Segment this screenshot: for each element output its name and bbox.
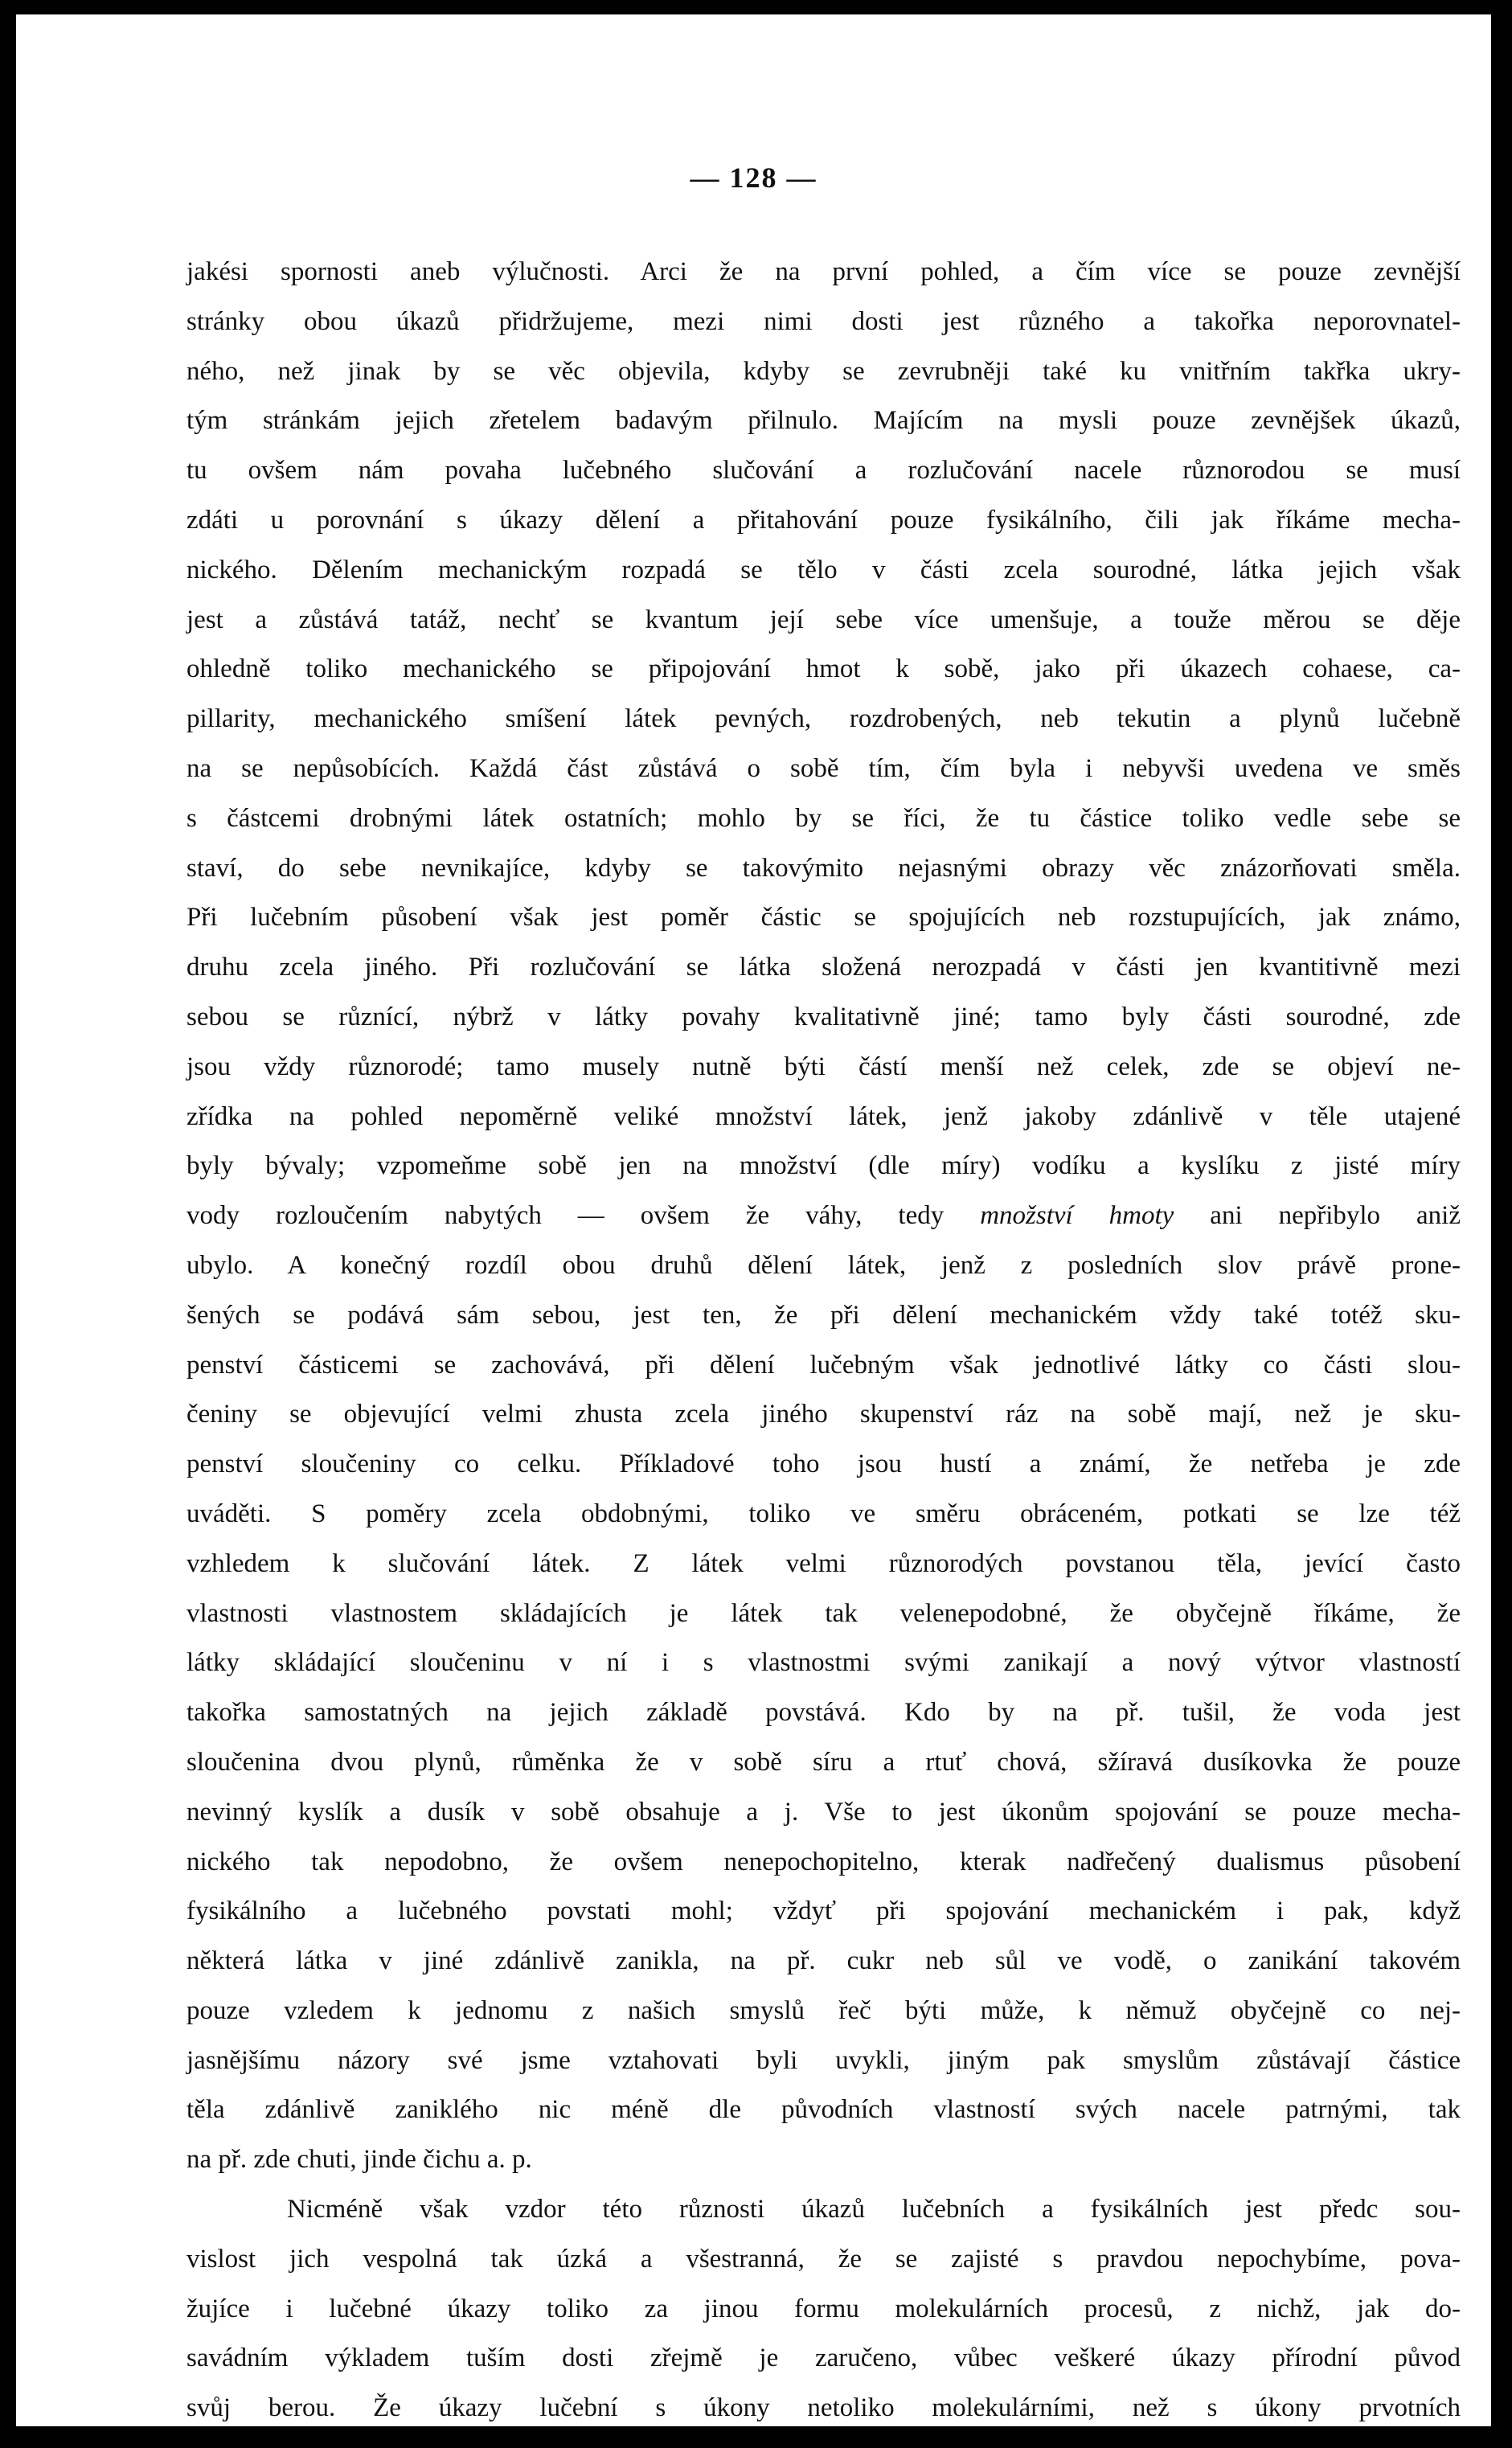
- text-line: Při lučebním působení však jest poměr částic se spojujících neb rozstupujících, jak známo,: [186, 903, 1461, 933]
- text-line: fysikálního a lučebného povstati mohl; vždyť při spojování mechanickém i pak, když: [186, 1896, 1461, 1926]
- text-line: druhu zcela jiného. Při rozlučování se látka složená nerozpadá v části jen kvantitivně mezi: [186, 953, 1461, 982]
- book-page: [16, 14, 1491, 2426]
- text-line: vislost jich vespolná tak úzká a všestranná, že se zajisté s pravdou nepochybíme, pova-: [186, 2244, 1461, 2274]
- text-line: [186, 1191, 1461, 1241]
- text-line: stránky obou úkazů přidržujeme, mezi nimi dosti jest různého a takořka neporovnatel-: [186, 306, 1461, 336]
- text-line: některá látka v jiné zdánlivě zanikla, na př. cukr neb sůl ve vodě, o zanikání takovém: [186, 1946, 1461, 1976]
- text-line: tu ovšem nám povaha lučebného slučování a rozlučování nacele různorodou se musí: [186, 456, 1461, 486]
- text-line: savádním výkladem tuším dosti zřejmě je zaručeno, vůbec veškeré úkazy přírodní původ: [186, 2343, 1461, 2373]
- text-line: takořka samostatných na jejich základě povstává. Kdo by na př. tušil, že voda jest: [186, 1698, 1461, 1728]
- text-line: ohledně toliko mechanického se připojování hmot k sobě, jako při úkazech cohaese, ca-: [186, 654, 1461, 684]
- text-line: těla zdánlivě zaniklého nic méně dle původních vlastností svých nacele patrnými, tak: [186, 2095, 1461, 2125]
- text-line: svůj berou. Že úkazy lučební s úkony netoliko molekulárními, než s úkony prvotních: [186, 2393, 1461, 2423]
- text-line: pillarity, mechanického smíšení látek pevných, rozdrobených, neb tekutin a plynů lučebně: [186, 704, 1461, 734]
- text-line: zdáti u porovnání s úkazy dělení a přitahování pouze fysikálního, čili jak říkáme mecha-: [186, 505, 1461, 535]
- text-segment: vody rozloučením nabytých — ovšem že váhy, tedy: [186, 1201, 981, 1231]
- text-line: ného, než jinak by se věc objevila, kdyby se zevrubněji také ku vnitřním takřka ukry-: [186, 356, 1461, 386]
- text-segment: ani nepřibylo aniž: [1174, 1201, 1461, 1231]
- text-line: tým stránkám jejich zřetelem badavým přilnulo. Majícím na mysli pouze zevnějšek úkazů,: [186, 406, 1461, 436]
- text-line: vzhledem k slučování látek. Z látek velmi různorodých povstanou těla, jevící často: [186, 1548, 1461, 1578]
- text-line: nického. Dělením mechanickým rozpadá se tělo v části zcela sourodné, látka jejich však: [186, 555, 1461, 584]
- text-line: penství sloučeniny co celku. Příkladové toho jsou hustí a známí, že netřeba je zde: [186, 1450, 1461, 1479]
- page-text: [186, 248, 1461, 2434]
- text-line: uváděti. S poměry zcela obdobnými, toliko ve směru obráceném, potkati se lze též: [186, 1499, 1461, 1528]
- text-line: sebou se různící, nýbrž v látky povahy kvalitativně jiné; tamo byly části sourodné, zde: [186, 1002, 1461, 1031]
- text-line: sloučenina dvou plynů, růměnka že v sobě síru a rtuť chová, sžíravá dusíkovka že pouze: [186, 1747, 1461, 1777]
- text-line: na se nepůsobících. Každá část zůstává o sobě tím, čím byla i nebyvši uvedena ve směs: [186, 753, 1461, 783]
- text-line: staví, do sebe nevnikajíce, kdyby se takovýmito nejasnými obrazy věc znázorňovati směla.: [186, 853, 1461, 883]
- text-line: jakési spornosti aneb výlučnosti. Arci že na první pohled, a čím více se pouze zevnější: [186, 257, 1461, 286]
- text-line: jest a zůstává tatáž, nechť se kvantum její sebe více umenšuje, a touže měrou se děje: [186, 605, 1461, 634]
- text-line: látky skládající sloučeninu v ní i s vlastnostmi svými zanikají a nový výtvor vlastností: [186, 1648, 1461, 1678]
- emphasis-text: množství hmoty: [980, 1201, 1174, 1231]
- text-line: ubylo. A konečný rozdíl obou druhů dělení látek, jenž z posledních slov právě prone-: [186, 1250, 1461, 1280]
- text-line: nevinný kyslík a dusík v sobě obsahuje a j. Vše to jest úkonům spojování se pouze mecha-: [186, 1797, 1461, 1827]
- text-line: nického tak nepodobno, že ovšem nenepochopitelno, kterak nadřečený dualismus působení: [186, 1847, 1461, 1876]
- text-line: čeniny se objevující velmi zhusta zcela jiného skupenství ráz na sobě mají, než je sku-: [186, 1400, 1461, 1429]
- text-line: vlastnosti vlastnostem skládajících je látek tak velenepodobné, že obyčejně říkáme, že: [186, 1598, 1461, 1628]
- text-line: jasnějšímu názory své jsme vztahovati byli uvykli, jiným pak smyslům zůstávají částice: [186, 2045, 1461, 2075]
- text-line: zřídka na pohled nepoměrně veliké množství látek, jenž jakoby zdánlivě v těle utajené: [186, 1101, 1461, 1131]
- text-line: žujíce i lučebné úkazy toliko za jinou formu molekulárních procesů, z nichž, jak do-: [186, 2294, 1461, 2323]
- text-line: jsou vždy různorodé; tamo musely nutně býti částí menší než celek, zde se objeví ne-: [186, 1052, 1461, 1081]
- text-line: penství částicemi se zachovává, při dělení lučebným však jednotlivé látky co části slou-: [186, 1350, 1461, 1380]
- text-line: šených se podává sám sebou, jest ten, že při dělení mechanickém vždy také totéž sku-: [186, 1300, 1461, 1330]
- text-line: na př. zde chuti, jinde čichu a. p.: [186, 2145, 532, 2175]
- page-number: — 128 —: [690, 162, 817, 194]
- text-line: byly bývaly; vzpomeňme sobě jen na množství (dle míry) vodíku a kyslíku z jisté míry: [186, 1151, 1461, 1181]
- text-line: pouze vzledem k jednomu z našich smyslů řeč býti může, k němuž obyčejně co nej-: [186, 1995, 1461, 2025]
- text-line: s částcemi drobnými látek ostatních; mohlo by se říci, že tu částice toliko vedle sebe se: [186, 803, 1461, 833]
- text-line: Nicméně však vzdor této různosti úkazů lučebních a fysikálních jest předc sou-: [287, 2195, 1461, 2225]
